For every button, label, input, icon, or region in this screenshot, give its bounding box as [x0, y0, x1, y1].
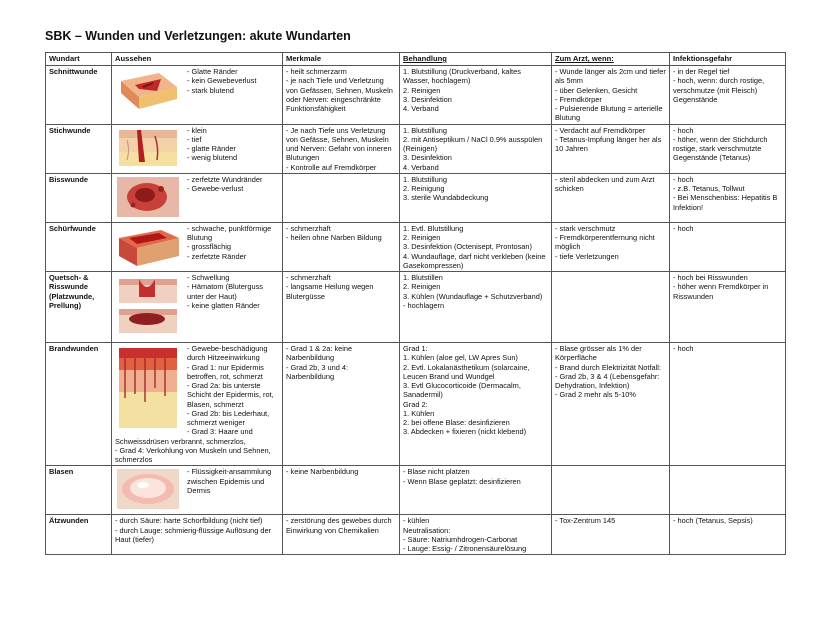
- wound-illustration: [115, 224, 181, 268]
- cell-line: - Tox-Zentrum 145: [555, 516, 616, 526]
- cell-line: - Gewebe-verlust: [187, 184, 244, 193]
- header-aussehen: Aussehen: [112, 53, 283, 66]
- cell-line: - Blase nicht platzen: [403, 467, 470, 477]
- cell-aussehen: [112, 272, 283, 343]
- cell-line: - Gewebe-beschädigung durch Hitzeeinwirkung: [187, 344, 268, 363]
- cell-line: 1. Evtl. Blutstillung: [403, 223, 464, 233]
- cell-infektion: [670, 515, 786, 555]
- cell-line: - Pulsierende Blutung = arterielle Blutung: [555, 104, 663, 123]
- cell-line: - Grad 4: Verkohlung von Muskeln und Sehnen, schmerzlos: [115, 445, 271, 464]
- cell-line: - Grad 1 & 2a: keine Narbenbildung: [286, 344, 353, 363]
- cell-line: - heilen ohne Narben Bildung: [286, 233, 382, 242]
- cell-line: 1. Blutstillung: [403, 174, 447, 184]
- cell-line: 2. Evtl. Lokalanästhetikum (solarcaine, Leucen Brand und Wundgel: [403, 362, 530, 381]
- cell-merkmale: [283, 173, 400, 222]
- cell-line: - Verdacht auf Fremdkörper: [555, 125, 646, 135]
- wound-illustration: [115, 126, 181, 170]
- cell-line: - je nach Tiefe und Verletzung von Gefässen, Sehnen, Muskeln oder Nerven: eingeschränkte Funktionsfähigkeit: [286, 76, 393, 113]
- cell-line: - wenig blutend: [187, 153, 238, 163]
- cell-line: - höher, wenn der Stichdurch rostige, stark verschmutzte Gegenstände (Tetanus): [673, 134, 768, 163]
- cell-merkmale: [283, 222, 400, 271]
- table-header-row: [46, 53, 786, 66]
- cell-line: 3. Desinfektion (Octenisept, Prontosan): [403, 242, 532, 252]
- cell-line: 2. mit Antiseptikum / NaCl 0.9% ausspülen (Reinigen): [403, 134, 543, 153]
- cell-line: 1. Blutstillung (Druckverband, kaltes Wasser, hochlagern): [403, 67, 521, 86]
- cell-line: - Kontrolle auf Fremdkörper: [286, 162, 377, 172]
- cell-infektion: [670, 66, 786, 125]
- cell-behandlung: [400, 515, 552, 555]
- table-row: [46, 124, 786, 173]
- cell-wundart: Schnittwunde: [46, 66, 112, 125]
- cell-aussehen: [112, 515, 283, 555]
- cell-merkmale: [283, 515, 400, 555]
- cell-line: - Tetanus-Impfung länger her als 10 Jahren: [555, 134, 662, 153]
- cell-line: - schmerzhaft: [286, 273, 331, 282]
- cell-arzt: [552, 466, 670, 515]
- cell-aussehen: [112, 173, 283, 222]
- wound-table: [45, 52, 786, 555]
- cell-infektion: [670, 222, 786, 271]
- cell-line: Grad 2:: [403, 399, 428, 409]
- cell-line: - Hämatom (Bluterguss unter der Haut): [187, 282, 263, 301]
- cell-line: 2. Reinigung: [403, 184, 445, 193]
- cell-line: - Je nach Tiefe uns Verletzung von Gefässe, Sehnen, Muskeln und Nerven: Gefahr von inneren Blutungen: [286, 125, 392, 163]
- header-arzt: Zum Arzt, wenn:: [552, 53, 670, 66]
- cell-line: - tief: [187, 134, 202, 144]
- cell-line: - hoch: [673, 125, 694, 135]
- cell-line: 3. Kühlen (Wundauflage + Schutzverband): [403, 291, 543, 301]
- table-row: [46, 173, 786, 222]
- cell-merkmale: [283, 124, 400, 173]
- cell-wundart: Blasen: [46, 466, 112, 515]
- table-row: [46, 515, 786, 555]
- cell-line: 3. sterile Wundabdeckung: [403, 193, 489, 203]
- cell-wundart: Brandwunden: [46, 343, 112, 466]
- table-row: [46, 272, 786, 343]
- cell-infektion: [670, 272, 786, 343]
- cell-line: - heilt schmerzarm: [286, 67, 347, 76]
- cell-line: 2. Reinigen: [403, 85, 441, 95]
- cell-merkmale: [283, 343, 400, 466]
- cell-line: - hoch, wenn: durch rostige, verschmutze (mit Fleisch) Gegenstände: [673, 76, 765, 104]
- cell-arzt: [552, 222, 670, 271]
- cell-line: - Glatte Ränder: [187, 67, 238, 76]
- cell-line: - stark blutend: [187, 85, 234, 95]
- cell-line: 1. Blutstillung: [403, 125, 447, 135]
- cell-infektion: [670, 124, 786, 173]
- cell-line: - zerfetzte Ränder: [187, 251, 247, 261]
- cell-line: - Grad 2a: bis unterste Schicht der Epidermis, rot, Blasen, schmerzt: [187, 381, 274, 409]
- cell-line: - Säure: Natriumhdrogen-Carbonat: [403, 534, 518, 544]
- cell-line: - Grad 2b, 3 & 4 (Lebensgefahr: Dehydration, Infektion): [555, 371, 660, 390]
- cell-behandlung: [400, 466, 552, 515]
- cell-line: - z.B. Tetanus, Tollwut: [673, 184, 745, 193]
- cell-wundart: Ätzwunden: [46, 515, 112, 555]
- wound-illustration: [115, 273, 181, 339]
- cell-line: 1. Blutstillen: [403, 273, 443, 282]
- cell-line: 2. Reinigen: [403, 233, 441, 242]
- cell-aussehen: [112, 124, 283, 173]
- cell-wundart: Quetsch- & Risswunde (Platzwunde, Prellung): [46, 272, 112, 343]
- cell-line: - durch Säure: harte Schorfbildung (nicht tief): [115, 516, 263, 526]
- cell-behandlung: [400, 343, 552, 466]
- cell-line: - über Gelenken, Gesicht: [555, 85, 638, 95]
- cell-arzt: [552, 515, 670, 555]
- cell-line: - hochlagern: [403, 300, 445, 310]
- cell-arzt: [552, 66, 670, 125]
- cell-line: - hoch bei Risswunden: [673, 273, 748, 282]
- cell-line: 3. Desinfektion: [403, 94, 452, 104]
- cell-line: - durch Lauge: schmierig-flüssige Auflösung der Haut (tiefer): [115, 525, 272, 544]
- cell-behandlung: [400, 124, 552, 173]
- header-behandlung: Behandlung: [400, 53, 552, 66]
- cell-merkmale: [283, 272, 400, 343]
- cell-line: - Bei Menschenbiss: Hepatitis B Infektion!: [673, 193, 778, 212]
- cell-line: - kein Gewebeverlust: [187, 76, 257, 86]
- cell-line: 4. Wundauflage, darf nicht verkleben (keine Gasekompressen): [403, 251, 546, 270]
- cell-line: 3. Desinfektion: [403, 153, 452, 163]
- header-infektion: Infektionsgefahr: [670, 53, 786, 66]
- cell-line: - Grad 2b, 3 und 4: Narbenbildung: [286, 362, 349, 381]
- cell-wundart: Schürfwunde: [46, 222, 112, 271]
- cell-behandlung: [400, 272, 552, 343]
- wound-illustration: [115, 467, 181, 511]
- wound-illustration: [115, 344, 181, 430]
- cell-arzt: [552, 343, 670, 466]
- cell-line: - klein: [187, 125, 207, 135]
- table-row: [46, 66, 786, 125]
- cell-line: 3. Abdecken + fixieren (nickt klebend): [403, 427, 527, 437]
- cell-line: - Fremdkörperentfernung nicht möglich: [555, 233, 655, 252]
- cell-arzt: [552, 173, 670, 222]
- cell-line: - steril abdecken und zum Arzt schicken: [555, 174, 655, 193]
- cell-line: - zerfetzte Wundränder: [187, 174, 263, 184]
- cell-arzt: [552, 272, 670, 343]
- cell-line: 1. Kühlen: [403, 408, 435, 418]
- cell-infektion: [670, 466, 786, 515]
- cell-line: - Flüssigkeit-ansammlung zwischen Epidemis und Dermis: [187, 467, 272, 495]
- cell-line: - Schwellung: [187, 273, 230, 282]
- cell-line: Neutralisation:: [403, 525, 451, 535]
- cell-line: - Wunde länger als 2cm und tiefer als 5mm: [555, 67, 666, 86]
- cell-line: - langsame Heilung wegen Blutergüsse: [286, 282, 374, 301]
- cell-line: - Grad 3: Haare und Schweissdrüsen verbrannt, schmerzlos,: [115, 427, 253, 446]
- cell-line: - kühlen: [403, 516, 430, 526]
- cell-line: - zerstörung des gewebes durch Einwirkung von Chemikalien: [286, 516, 392, 535]
- cell-behandlung: [400, 222, 552, 271]
- cell-line: - Brand durch Elektrizität Notfall:: [555, 362, 661, 372]
- cell-line: - Blase grösser als 1% der Körperfläche: [555, 344, 642, 363]
- cell-wundart: Bisswunde: [46, 173, 112, 222]
- cell-line: - hoch: [673, 223, 694, 233]
- wound-illustration: [115, 67, 181, 111]
- cell-infektion: [670, 343, 786, 466]
- cell-line: - hoch: [673, 174, 694, 184]
- cell-line: - keine Narbenbildung: [286, 467, 359, 477]
- cell-line: - schwache, punktförmige Blutung: [187, 223, 272, 242]
- cell-merkmale: [283, 466, 400, 515]
- table-row: [46, 222, 786, 271]
- table-row: [46, 466, 786, 515]
- cell-line: - Grad 2 mehr als 5-10%: [555, 390, 636, 400]
- cell-line: - in der Regel tief: [673, 67, 730, 76]
- cell-merkmale: [283, 66, 400, 125]
- cell-line: - Lauge: Essig- / Zitronensäurelösung: [403, 544, 527, 553]
- page-title: SBK – Wunden und Verletzungen: akute Wundarten: [45, 29, 351, 43]
- cell-line: Grad 1:: [403, 344, 428, 353]
- cell-aussehen: [112, 222, 283, 271]
- cell-infektion: [670, 173, 786, 222]
- cell-line: - hoch: [673, 344, 694, 353]
- cell-line: 4. Verband: [403, 104, 439, 113]
- cell-aussehen: [112, 66, 283, 125]
- cell-arzt: [552, 124, 670, 173]
- cell-line: - Grad 1: nur Epidermis betroffen, rot, schmerzt: [187, 362, 264, 381]
- cell-line: - schmerzhaft: [286, 223, 331, 233]
- cell-line: - stark verschmutz: [555, 223, 616, 233]
- cell-line: - Wenn Blase geplatzt: desinfizieren: [403, 476, 521, 486]
- cell-behandlung: [400, 173, 552, 222]
- cell-aussehen: [112, 343, 283, 466]
- cell-line: - tiefe Verletzungen: [555, 251, 619, 261]
- wound-illustration: [115, 175, 181, 219]
- cell-line: - grossflächig: [187, 242, 231, 252]
- cell-line: - glatte Ränder: [187, 144, 236, 153]
- cell-line: - hoch (Tetanus, Sepsis): [673, 516, 753, 526]
- cell-line: 2. Reinigen: [403, 282, 441, 292]
- cell-aussehen: [112, 466, 283, 515]
- cell-line: - Fremdkörper: [555, 94, 602, 104]
- header-merkmale: Merkmale: [283, 53, 400, 66]
- cell-line: 1. Kühlen (aloe gel, LW Apres Sun): [403, 353, 518, 363]
- cell-behandlung: [400, 66, 552, 125]
- cell-line: 3. Evtl Glucocorticoide (Dermacalm, Sanadermil): [403, 381, 521, 400]
- table-row: [46, 343, 786, 466]
- cell-line: - keine glatten Ränder: [187, 300, 260, 310]
- cell-line: 4. Verband: [403, 162, 439, 172]
- cell-line: - höher wenn Fremdkörper in Risswunden: [673, 282, 769, 301]
- cell-line: 2. bei offene Blase: desinfizieren: [403, 418, 510, 427]
- header-wundart: Wundart: [46, 53, 112, 66]
- cell-line: - Grad 2b: bis Lederhaut, schmerzt weniger: [187, 408, 270, 427]
- cell-wundart: Stichwunde: [46, 124, 112, 173]
